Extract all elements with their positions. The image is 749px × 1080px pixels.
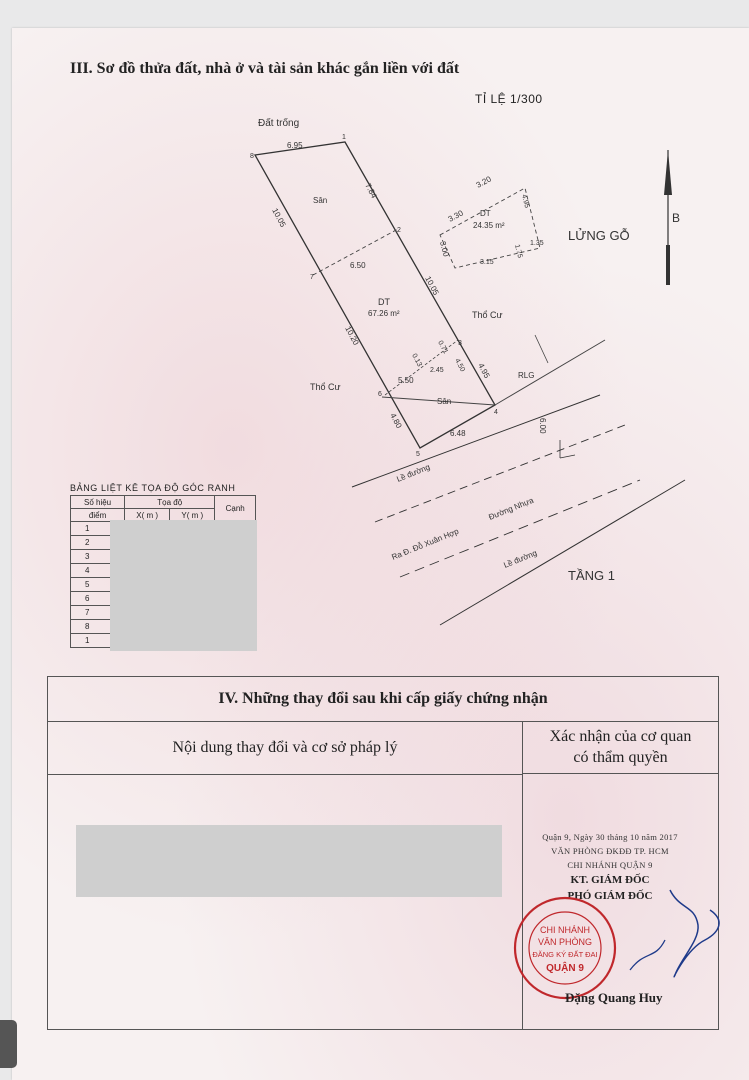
north-arrow-tail <box>666 245 670 285</box>
header-diem: điểm <box>71 509 125 522</box>
office-line-1: VĂN PHÒNG ĐKĐĐ TP. HCM <box>551 846 669 856</box>
svg-text:10.05: 10.05 <box>423 274 441 297</box>
table-row: 6 <box>71 592 125 606</box>
svg-text:6: 6 <box>378 391 382 398</box>
label-lung-go: LỬNG GỖ <box>568 228 630 243</box>
svg-text:5.50: 5.50 <box>398 376 414 385</box>
table-row: 8 <box>71 620 125 634</box>
header-x: X( m ) <box>125 509 170 522</box>
table-row: 1 <box>71 634 125 648</box>
label-dt-small: DT <box>480 209 491 218</box>
svg-text:6.95: 6.95 <box>287 141 303 150</box>
svg-text:7: 7 <box>310 274 314 281</box>
kt-giam-doc: KT. GIÁM ĐỐC <box>570 874 650 886</box>
label-rlg: RLG <box>518 371 535 380</box>
svg-text:1.75: 1.75 <box>513 243 524 259</box>
section-3-title: III. Sơ đồ thửa đất, nhà ở và tài sản khác gắn liền với đất <box>70 60 460 77</box>
svg-text:4.50: 4.50 <box>453 357 466 373</box>
header-canh: Cạnh <box>215 496 256 522</box>
stamp-line-3: ĐĂNG KÝ ĐẤT ĐAI <box>532 950 598 959</box>
changes-content-header: Nội dung thay đổi và cơ sở pháp lý <box>48 722 523 775</box>
svg-text:10.05: 10.05 <box>270 206 288 229</box>
svg-text:3.20: 3.20 <box>474 174 493 190</box>
road-marker-2 <box>560 455 575 458</box>
north-arrow-head <box>664 150 672 195</box>
table-row: 7 <box>71 606 125 620</box>
rlg-tick <box>535 335 548 363</box>
area-small: 24.35 m² <box>473 221 505 230</box>
label-dt-main: DT <box>378 297 390 307</box>
label-tho-cu-right: Thổ Cư <box>472 310 503 320</box>
road-edge-1 <box>352 395 600 487</box>
svg-text:4: 4 <box>494 409 498 416</box>
handwritten-signature <box>610 880 730 990</box>
redacted-coordinates <box>110 520 257 651</box>
rlg-line <box>495 340 605 405</box>
table-row: 4 <box>71 564 125 578</box>
coordinate-table-title: BẢNG LIỆT KÊ TỌA ĐỘ GÓC RANH <box>70 483 236 493</box>
label-san-top: Sân <box>313 196 328 205</box>
table-row: 2 <box>71 536 125 550</box>
label-tang-1: TẦNG 1 <box>568 568 615 583</box>
svg-text:2: 2 <box>397 227 401 234</box>
stamp-line-4: QUẬN 9 <box>546 963 584 974</box>
stamp-line-2: VĂN PHÒNG <box>537 937 593 947</box>
section-4-title: IV. Những thay đổi sau khi cấp giấy chứng nhận <box>48 677 718 722</box>
label-le-duong-2: Lề đường <box>502 548 539 570</box>
svg-text:4.80: 4.80 <box>388 411 404 430</box>
svg-text:4.95: 4.95 <box>520 193 531 209</box>
stamp-line-1: CHI NHÁNH <box>539 925 591 935</box>
svg-text:7.84: 7.84 <box>363 181 379 200</box>
svg-text:6.50: 6.50 <box>350 261 366 270</box>
date-line: Quận 9, Ngày 30 tháng 10 năm 2017 <box>542 832 678 842</box>
road-edge-4 <box>440 480 685 625</box>
svg-text:4.95: 4.95 <box>476 361 492 380</box>
redacted-change-content <box>76 825 502 897</box>
svg-text:3.30: 3.30 <box>446 208 465 224</box>
svg-text:3.15: 3.15 <box>480 259 494 266</box>
authority-header: Xác nhận của cơ quan có thẩm quyền <box>523 722 718 774</box>
svg-text:1.35: 1.35 <box>530 240 544 247</box>
svg-text:3: 3 <box>458 340 462 347</box>
svg-text:5: 5 <box>416 451 420 458</box>
svg-text:1: 1 <box>342 134 346 141</box>
north-label: B <box>672 211 681 225</box>
svg-text:6.00: 6.00 <box>538 418 547 434</box>
area-main: 67.26 m² <box>368 309 400 318</box>
label-duong-nhua: Đường Nhựa <box>487 495 535 522</box>
svg-text:8: 8 <box>250 153 254 160</box>
table-row: 5 <box>71 578 125 592</box>
label-ra-do-xuan-hop: Ra Đ. Đỗ Xuân Hợp <box>390 526 461 562</box>
svg-text:10.20: 10.20 <box>343 324 361 347</box>
svg-text:3.00: 3.00 <box>438 240 451 258</box>
svg-text:2.45: 2.45 <box>430 367 444 374</box>
svg-text:0.71: 0.71 <box>436 339 449 355</box>
label-le-duong-1: Lề đường <box>395 462 432 484</box>
header-y: Y( m ) <box>170 509 215 522</box>
label-dat-trong: Đất trống <box>258 118 300 129</box>
header-so-hieu: Số hiệu <box>71 496 125 509</box>
page-edge-tab <box>0 1020 17 1068</box>
table-row: 3 <box>71 550 125 564</box>
table-row: 1 <box>71 522 125 536</box>
office-line-2: CHI NHÁNH QUẬN 9 <box>567 860 653 870</box>
label-tho-cu-left: Thổ Cư <box>310 382 341 392</box>
scale-label: TỈ LỆ 1/300 <box>475 92 543 106</box>
pho-giam-doc: PHÓ GIÁM ĐỐC <box>567 890 653 902</box>
svg-text:6.48: 6.48 <box>450 429 466 438</box>
header-toa-do: Tọa độ <box>125 496 215 509</box>
signer-name: Đặng Quang Huy <box>565 990 663 1005</box>
svg-text:0.13: 0.13 <box>410 352 423 368</box>
label-san-bottom: Sân <box>437 397 452 406</box>
